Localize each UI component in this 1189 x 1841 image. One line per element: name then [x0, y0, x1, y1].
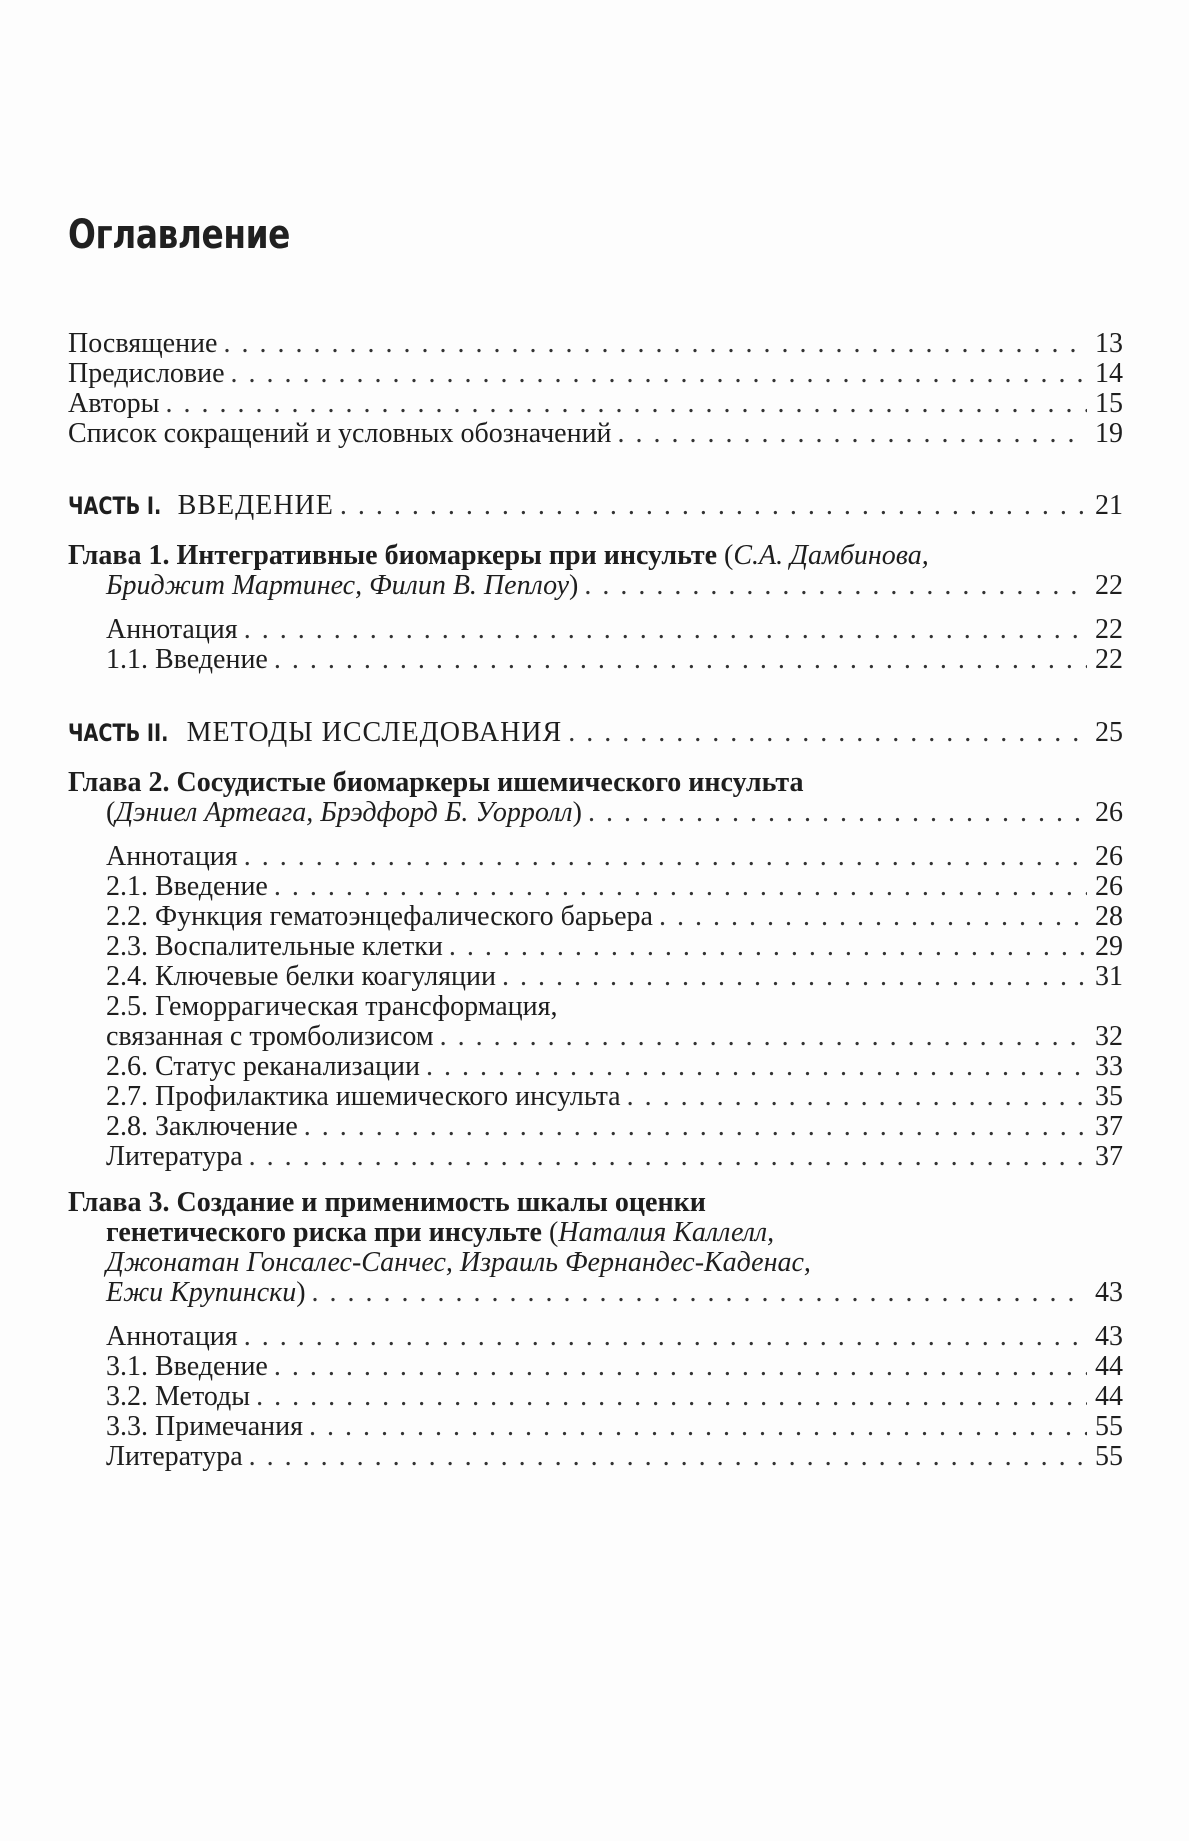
page-number: 13	[1095, 328, 1123, 359]
dot-leader	[584, 568, 1087, 604]
toc-entry[interactable]: Аннотация . . . 22	[106, 612, 1123, 648]
part-title: МЕТОДЫ ИССЛЕДОВАНИЯ	[186, 717, 563, 748]
toc-entry[interactable]: 3.3. Примечания . . . 55	[106, 1409, 1123, 1445]
page-number: 55	[1095, 1441, 1123, 1472]
page-number: 37	[1095, 1111, 1123, 1142]
toc-entry[interactable]: 2.3. Воспалительные клетки . . . 29	[106, 929, 1123, 965]
dot-leader	[618, 416, 1087, 452]
page-number: 28	[1095, 901, 1123, 932]
page-number: 26	[1095, 797, 1123, 828]
page-number: 55	[1095, 1411, 1123, 1442]
toc-page	[68, 0, 1123, 1841]
toc-chapter-3-title[interactable]: Глава 3. Создание и применимость шкалы оценки	[68, 1187, 706, 1218]
page-number: 19	[1095, 418, 1123, 449]
page-number: 31	[1095, 961, 1123, 992]
toc-entry-preface[interactable]: Предисловие . . . 14	[68, 356, 1123, 392]
part-title: ВВЕДЕНИЕ	[177, 490, 334, 521]
page-number: 21	[1095, 490, 1123, 521]
page-number: 37	[1095, 1141, 1123, 1172]
toc-entry[interactable]: 1.1. Введение . . . 22	[106, 642, 1123, 678]
dot-leader	[340, 488, 1087, 524]
toc-part-1[interactable]	[68, 488, 1123, 524]
toc-entry[interactable]: 2.7. Профилактика ишемического инсульта . . . 35	[106, 1079, 1123, 1115]
page-number: 26	[1095, 871, 1123, 902]
dot-leader	[588, 795, 1087, 831]
toc-entry[interactable]: 3.2. Методы . . . 44	[106, 1379, 1123, 1415]
page-number: 22	[1095, 614, 1123, 645]
page-number: 43	[1095, 1277, 1123, 1308]
page-number: 44	[1095, 1351, 1123, 1382]
dot-leader	[249, 1139, 1087, 1175]
toc-chapter-2-title[interactable]: Глава 2. Сосудистые биомаркеры ишемического инсульта	[68, 767, 804, 798]
toc-chapter-3-title-cont[interactable]: генетического риска при инсульте (Наталия Каллелл,	[106, 1217, 775, 1248]
toc-entry[interactable]: 2.2. Функция гематоэнцефалического барьера . . . 28	[106, 899, 1123, 935]
page-number: 25	[1095, 717, 1123, 748]
toc-chapter-3-authors-end[interactable]: Ежи Крупински) . . . 43	[106, 1275, 1123, 1311]
toc-entry-abbreviations[interactable]: Список сокращений и условных обозначений . . . 19	[68, 416, 1123, 452]
toc-entry[interactable]: Аннотация . . . 26	[106, 839, 1123, 875]
dot-leader	[274, 642, 1087, 678]
toc-entry[interactable]: связанная с тромболизисом . . . 32	[106, 1019, 1123, 1055]
page-number: 22	[1095, 644, 1123, 675]
toc-entry-authors[interactable]: Авторы . . . 15	[68, 386, 1123, 422]
toc-chapter-3-authors[interactable]: Джонатан Гонсалес-Санчес, Израиль Фернандес-Каденас,	[106, 1247, 811, 1278]
toc-entry[interactable]: 2.6. Статус реканализации . . . 33	[106, 1049, 1123, 1085]
toc-entry[interactable]: 2.4. Ключевые белки коагуляции . . . 31	[106, 959, 1123, 995]
toc-part-2[interactable]	[68, 715, 1123, 751]
toc-entry-dedication[interactable]: Посвящение . . . 13	[68, 326, 1123, 362]
part-label: ЧАСТЬ II.	[68, 719, 169, 747]
part-label: ЧАСТЬ I.	[68, 492, 162, 520]
toc-chapter-1-authors[interactable]: Бриджит Мартинес, Филип В. Пеплоу) . . . 22	[106, 568, 1123, 604]
page-number: 14	[1095, 358, 1123, 389]
page-number: 35	[1095, 1081, 1123, 1112]
toc-entry[interactable]: Литература . . . 37	[106, 1139, 1123, 1175]
dot-leader	[249, 1439, 1087, 1475]
page-number: 33	[1095, 1051, 1123, 1082]
toc-entry[interactable]: 2.1. Введение . . . 26	[106, 869, 1123, 905]
page-number: 22	[1095, 570, 1123, 601]
dot-leader	[568, 715, 1087, 751]
page-number: 29	[1095, 931, 1123, 962]
toc-chapter-1-title[interactable]: Глава 1. Интегративные биомаркеры при инсульте (С.А. Дамбинова,	[68, 540, 929, 571]
toc-entry[interactable]: Аннотация . . . 43	[106, 1319, 1123, 1355]
toc-entry[interactable]: 3.1. Введение . . . 44	[106, 1349, 1123, 1385]
toc-chapter-2-authors[interactable]: (Дэниел Артеага, Брэдфорд Б. Уорролл) . . . 26	[106, 795, 1123, 831]
dot-leader	[312, 1275, 1087, 1311]
page-number: 26	[1095, 841, 1123, 872]
page-number: 32	[1095, 1021, 1123, 1052]
toc-entry[interactable]: 2.5. Геморрагическая трансформация,	[106, 991, 558, 1022]
toc-entry[interactable]: 2.8. Заключение . . . 37	[106, 1109, 1123, 1145]
page-title: Оглавление	[68, 212, 291, 258]
page-number: 44	[1095, 1381, 1123, 1412]
toc-entry[interactable]: Литература . . . 55	[106, 1439, 1123, 1475]
page-number: 15	[1095, 388, 1123, 419]
page-number: 43	[1095, 1321, 1123, 1352]
